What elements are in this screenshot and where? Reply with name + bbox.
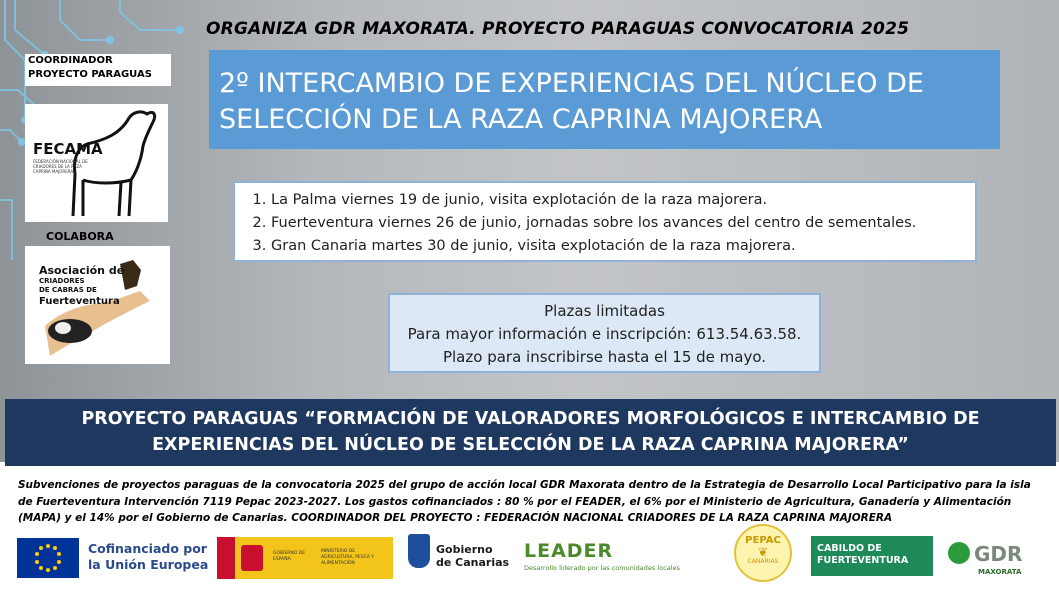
schedule-list	[243, 189, 975, 258]
asociacion-line1: Asociación de	[39, 264, 125, 277]
schedule-box	[233, 181, 977, 262]
gdr-name: GDR	[974, 542, 1023, 566]
canarias-shield-icon	[408, 534, 430, 568]
ministerio-text: MINISTERIO DE AGRICULTURA, PESCA Y ALIMENTACIÓN	[321, 549, 375, 566]
project-banner	[5, 399, 1056, 466]
collaborator-label: COLABORA	[46, 230, 114, 243]
info-deadline: Plazo para inscribirse hasta el 15 de mayo.	[442, 348, 767, 366]
canarias-line1: Gobierno	[436, 543, 493, 556]
ministerio-logo	[217, 537, 393, 579]
pepac-name: PEPAC	[745, 535, 781, 546]
leader-subtitle: Desarrollo liderado por las comunidades locales	[524, 564, 680, 572]
gdr-logo	[948, 538, 1032, 580]
project-title-line1: PROYECTO PARAGUAS “FORMACIÓN DE VALORADORES MORFOLÓGICOS E INTERCAMBIO DE	[81, 409, 980, 429]
schedule-item: 3. Gran Canaria martes 30 de junio, visita explotación de la raza majorera.	[271, 235, 975, 258]
leader-logo: LEADER	[524, 540, 614, 562]
asociacion-line3: DE CABRAS DE	[39, 286, 97, 294]
coordinator-line1: COORDINADOR	[28, 55, 113, 66]
coordinator-label	[25, 54, 171, 86]
plant-icon: ❦	[757, 545, 769, 559]
gob-espana-text: GOBIERNO DE ESPAÑA	[273, 551, 306, 562]
coordinator-line2: PROYECTO PARAGUAS	[28, 69, 152, 80]
asociacion-logo	[25, 246, 170, 364]
event-title	[209, 50, 1000, 149]
pepac-logo	[734, 524, 792, 582]
footer-logos	[0, 532, 1059, 587]
cabildo-line1: CABILDO DE	[817, 543, 882, 554]
info-contact: Para mayor información e inscripción: 613.54.63.58.	[407, 325, 802, 343]
eu-line1: Cofinanciado por	[88, 541, 207, 556]
schedule-item: 1. La Palma viernes 19 de junio, visita explotación de la raza majorera.	[271, 189, 975, 212]
gdr-emblem-icon	[948, 542, 970, 564]
event-title-line2: SELECCIÓN DE LA RAZA CAPRINA MAJORERA	[219, 104, 823, 135]
cabildo-line2: FUERTEVENTURA	[817, 555, 909, 566]
info-limited: Plazas limitadas	[544, 302, 665, 320]
event-title-line1: 2º INTERCAMBIO DE EXPERIENCIAS DEL NÚCLEO DE	[219, 68, 924, 99]
asociacion-line4: Fuerteventura	[39, 296, 120, 307]
fecama-name: FECAMA	[33, 140, 103, 158]
eu-flag-icon	[17, 538, 79, 578]
info-box	[388, 293, 821, 373]
coat-of-arms-icon	[241, 545, 263, 571]
funding-text: Subvenciones de proyectos paraguas de la convocatoria 2025 del grupo de acción local GDR Maxorata dentro de la Estrategia de Desarrollo Local Participativo para la isla de Fuerteventura Intervención 7119 Pepac 2023-2027. Los gastos cofinanciados : 80 % por el FEADER, el 6% por el Ministerio de Agricultura, Ganadería y Alimentación (MAPA) y el 14% por el Gobierno de Canarias. COORDINADOR DEL PROYECTO : FEDERACIÓN NACIONAL CRIADORES DE LA RAZA CAPRINA MAJORERA	[18, 479, 1031, 524]
fecama-logo	[25, 104, 168, 222]
eu-line2: la Unión Europea	[88, 557, 209, 572]
fecama-subtitle: FEDERACIÓN NACIONAL DE CRIADORES DE LA RAZA CAPRINA MAJORERA	[33, 159, 88, 174]
pepac-subtitle: CANARIAS	[747, 558, 779, 565]
project-title-line2: EXPERIENCIAS DEL NÚCLEO DE SELECCIÓN DE LA RAZA CAPRINA MAJORERA”	[152, 435, 909, 455]
canarias-line2: de Canarias	[436, 556, 510, 569]
asociacion-line2: CRIADORES	[39, 277, 85, 285]
schedule-item: 2. Fuerteventura viernes 26 de junio, jornadas sobre los avances del centro de sementales.	[271, 212, 975, 235]
organizer-title: ORGANIZA GDR MAXORATA. PROYECTO PARAGUAS CONVOCATORIA 2025	[206, 19, 910, 39]
gdr-subtitle: MAXORATA	[978, 568, 1022, 576]
cabildo-logo	[811, 536, 933, 576]
